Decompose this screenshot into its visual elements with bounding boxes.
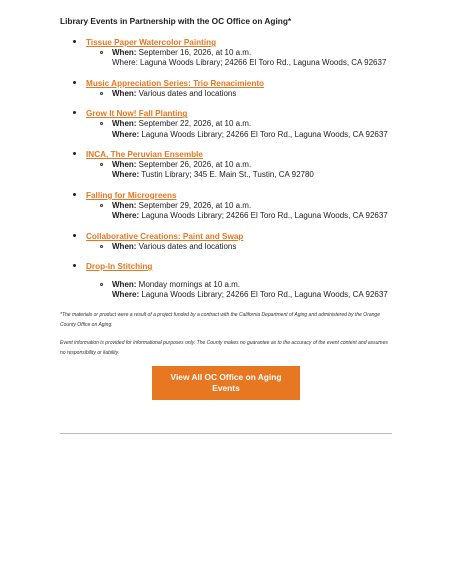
circle-bullet-icon bbox=[100, 245, 103, 248]
event-link[interactable]: Grow It Now! Fall Planting bbox=[86, 109, 188, 119]
event-link[interactable]: Falling for Microgreens bbox=[86, 190, 177, 200]
bullet-icon bbox=[73, 111, 76, 114]
event-where: Where: Laguna Woods Library; 24266 El Toro Rd., Laguna Woods, CA 92637 bbox=[112, 290, 388, 300]
event-list bbox=[60, 37, 392, 301]
circle-bullet-icon bbox=[100, 283, 103, 286]
list-item bbox=[60, 108, 392, 140]
circle-bullet-icon bbox=[100, 92, 103, 95]
event-where: Where: Laguna Woods Library; 24266 El Toro Rd., Laguna Woods, CA 92637 bbox=[112, 58, 387, 68]
event-when: When: September 16, 2026, at 10 a.m. bbox=[86, 48, 392, 58]
event-link[interactable]: Tissue Paper Watercolor Painting bbox=[86, 38, 217, 47]
bullet-icon bbox=[73, 234, 76, 237]
event-when: When: Various dates and locations bbox=[86, 89, 392, 99]
button-wrapper bbox=[60, 366, 392, 400]
list-item bbox=[60, 78, 392, 99]
event-when: When: September 29, 2026, at 10 a.m. bbox=[86, 201, 392, 211]
bullet-icon bbox=[73, 40, 76, 43]
list-item bbox=[60, 190, 392, 222]
bullet-icon bbox=[73, 193, 76, 196]
event-where: Where: Laguna Woods Library; 24266 El Toro Rd., Laguna Woods, CA 92637 bbox=[112, 211, 388, 221]
spacer bbox=[86, 272, 392, 280]
events-section bbox=[60, 16, 392, 400]
event-link[interactable]: Drop-In Stitching bbox=[86, 262, 153, 272]
event-where: Where: Tustin Library; 345 E. Main St., Tustin, CA 92780 bbox=[112, 170, 314, 180]
event-when: When: Monday mornings at 10 a.m. bbox=[86, 280, 392, 290]
list-item bbox=[60, 261, 392, 301]
event-link[interactable]: INCA, The Peruvian Ensemble bbox=[86, 150, 203, 160]
event-link[interactable]: Music Appreciation Series: Trio Renacimiento bbox=[86, 78, 265, 88]
event-where: Where: Laguna Woods Library; 24266 El Toro Rd., Laguna Woods, CA 92637 bbox=[112, 129, 388, 139]
bullet-icon bbox=[73, 81, 76, 84]
list-item bbox=[60, 231, 392, 252]
section-heading: Library Events in Partnership with the OC Office on Aging* bbox=[60, 16, 292, 26]
list-item bbox=[60, 37, 392, 69]
bullet-icon bbox=[73, 152, 76, 155]
event-when: When: September 22, 2026, at 10 a.m. bbox=[86, 119, 392, 129]
divider bbox=[60, 433, 392, 434]
event-link[interactable]: Collaborative Creations: Paint and Swap bbox=[86, 231, 244, 241]
circle-bullet-icon bbox=[100, 122, 103, 125]
footnote: *The materials or product were a result of a project funded by a contract with the California Department of Aging and administered by the Orange County Office on Aging. bbox=[60, 311, 380, 329]
bullet-icon bbox=[73, 264, 76, 267]
circle-bullet-icon bbox=[100, 204, 103, 207]
view-all-events-button[interactable]: View All OC Office on Aging Events bbox=[152, 366, 300, 400]
event-when: When: September 26, 2026, at 10 a.m. bbox=[86, 160, 392, 170]
circle-bullet-icon bbox=[100, 51, 103, 54]
list-item bbox=[60, 149, 392, 181]
circle-bullet-icon bbox=[100, 163, 103, 166]
event-when: When: Various dates and locations bbox=[86, 242, 392, 252]
disclaimer: Event information is provided for informational purposes only. The County makes no guarantee as to the accuracy of the event content and assumes no responsibility or liability. bbox=[60, 339, 388, 357]
